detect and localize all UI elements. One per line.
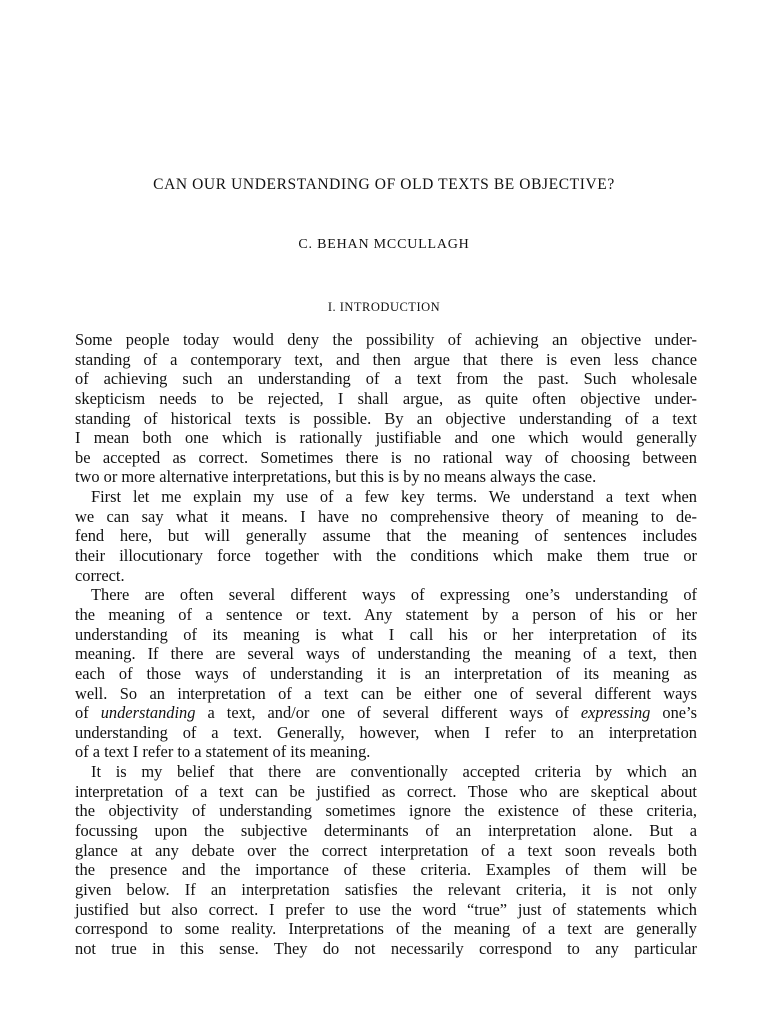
text-line-mixed xyxy=(75,703,697,723)
text-line: focussing upon the subjective determinants of an interpretation alone. But a xyxy=(75,821,697,841)
text-line: not true in this sense. They do not necessarily correspond to any particular xyxy=(75,938,697,958)
text-line: given below. If an interpretation satisfies the relevant criteria, it is not only xyxy=(75,879,697,899)
text-line: the meaning of a sentence or text. Any statement by a person of his or her xyxy=(75,604,697,624)
text-line: meaning. If there are several ways of understanding the meaning of a text, then xyxy=(75,644,697,664)
text-segment: a text, and/or one of several different ways of xyxy=(195,703,581,723)
emphasis-text: understanding xyxy=(100,703,196,723)
text-line: two or more alternative interpretations, but this is by no means always the case. xyxy=(75,467,597,487)
section-heading: I. INTRODUCTION xyxy=(327,300,441,314)
text-line: fend here, but will generally assume that the meaning of sentences includes xyxy=(75,526,697,546)
text-segment: one’s xyxy=(650,703,697,723)
text-line: standing of a contemporary text, and then argue that there is even less chance xyxy=(75,349,697,369)
text-segment: of xyxy=(75,703,101,723)
text-line: understanding of its meaning is what I call his or her interpretation of its xyxy=(75,624,697,644)
text-line: we can say what it means. I have no comprehensive theory of meaning to de- xyxy=(75,506,697,526)
text-line: It is my belief that there are conventionally accepted criteria by which an xyxy=(91,762,697,782)
emphasis-text: expressing xyxy=(580,703,651,723)
text-line: justified but also correct. I prefer to use the word “true” just of statements which xyxy=(75,899,697,919)
text-line: each of those ways of understanding it is an interpretation of its meaning as xyxy=(75,663,697,683)
text-line: First let me explain my use of a few key terms. We understand a text when xyxy=(91,487,697,507)
text-line: of achieving such an understanding of a text from the past. Such wholesale xyxy=(75,369,697,389)
text-line: the presence and the importance of these criteria. Examples of them will be xyxy=(75,860,697,880)
text-line: be accepted as correct. Sometimes there is no rational way of choosing between xyxy=(75,447,697,467)
text-line: skepticism needs to be rejected, I shall argue, as quite often objective under- xyxy=(75,388,697,408)
text-line: of a text I refer to a statement of its meaning. xyxy=(75,742,371,762)
text-line: correspond to some reality. Interpretations of the meaning of a text are generally xyxy=(75,919,697,939)
text-line: understanding of a text. Generally, however, when I refer to an interpretation xyxy=(75,722,697,742)
text-line: interpretation of a text can be justified as correct. Those who are skeptical about xyxy=(75,781,697,801)
text-line: There are often several different ways of expressing one’s understanding of xyxy=(91,585,697,605)
article-title: CAN OUR UNDERSTANDING OF OLD TEXTS BE OBJECTIVE? xyxy=(153,176,615,193)
text-line: standing of historical texts is possible. By an objective understanding of a text xyxy=(75,408,697,428)
text-line: the objectivity of understanding sometimes ignore the existence of these criteria, xyxy=(75,801,697,821)
article-author: C. BEHAN MCCULLAGH xyxy=(298,237,470,252)
text-line: Some people today would deny the possibility of achieving an objective under- xyxy=(75,330,697,349)
text-line: their illocutionary force together with the conditions which make them true or xyxy=(75,546,697,566)
text-line: I mean both one which is rationally justifiable and one which would generally xyxy=(75,428,697,448)
text-line: glance at any debate over the correct interpretation of a text soon reveals both xyxy=(75,840,697,860)
text-line: well. So an interpretation of a text can be either one of several different ways xyxy=(75,683,697,703)
text-line: correct. xyxy=(75,565,125,585)
body-text xyxy=(75,330,697,959)
